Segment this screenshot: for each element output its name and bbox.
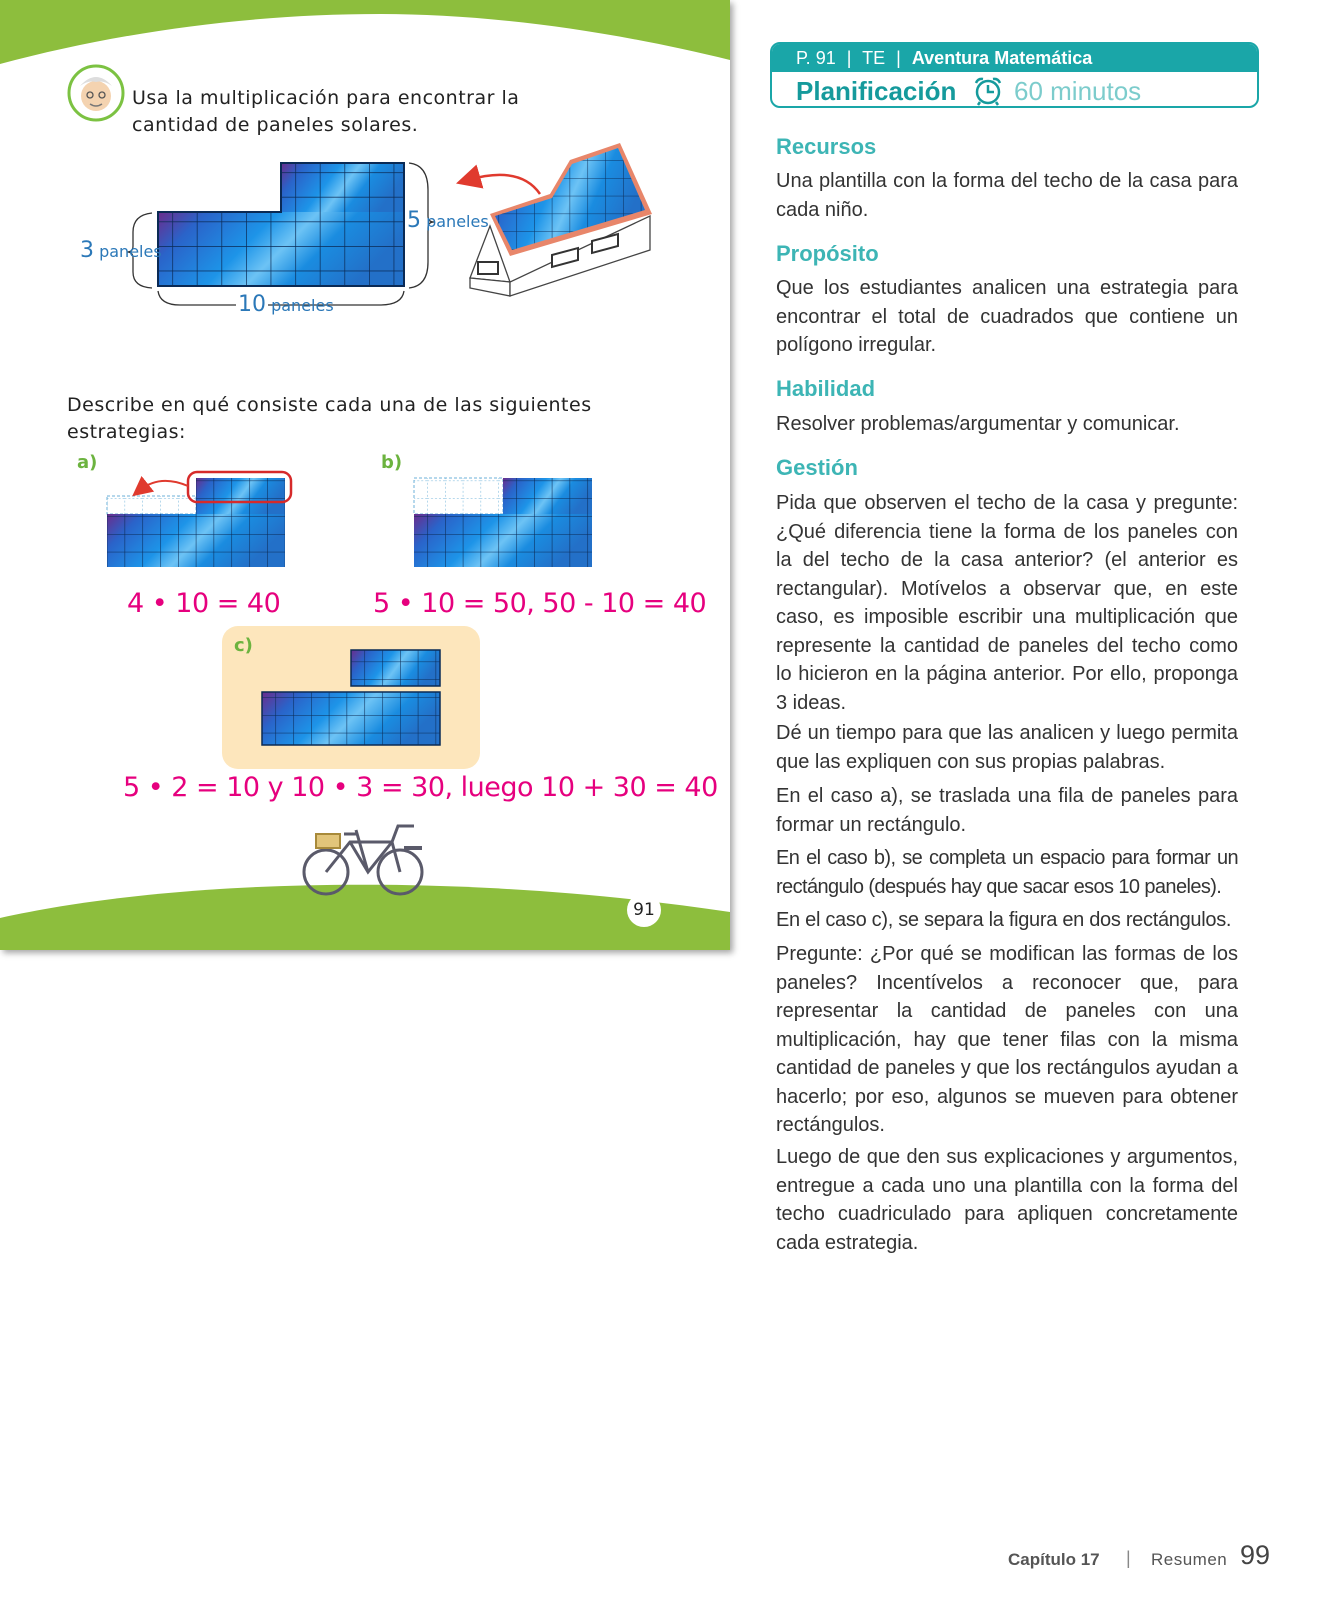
top-grass-band: [0, 0, 730, 64]
planning-header: [770, 42, 1259, 108]
gestion-paragraph-7: Luego de que den sus explicaciones y argumentos, entregue a cada uno una plantilla con la forma del techo cuadriculado para apliquen concretamente cada estrategia.: [776, 1146, 1238, 1254]
bottom-grass-band: [0, 885, 730, 950]
describe-prompt: Describe en qué consiste cada una de las siguientes estrategias:: [67, 394, 592, 443]
header-bar: P. 91 | TE | Aventura Matemática: [772, 44, 1257, 72]
strategy-a-graphic: [107, 472, 291, 567]
strategy-a-equation: 4 • 10 = 40: [127, 588, 281, 619]
strategy-b-graphic: [414, 478, 592, 567]
strategy-c-box: [222, 626, 480, 769]
gestion-paragraph-4: En el caso b), se completa un espacio para formar un rectángulo (después hay que sacar esos 10 paneles).: [776, 847, 1238, 898]
gestion-paragraph-6: Pregunte: ¿Por qué se modifican las formas de los paneles? Incentívelos a reconocer que, para representar la cantidad de paneles con una multiplicación, hay que tener filas con la misma cantidad de paneles y que los rectángulos ayudan a hacerlo; por eso, algunos se mueven para obtener rectángulos.: [776, 943, 1238, 1136]
instruction-text: Usa la multiplicación para encontrar la cantidad de paneles solares.: [132, 87, 520, 136]
label-10-paneles: 10 paneles: [238, 292, 334, 317]
professor-avatar: [69, 66, 123, 120]
gestion-paragraph-5: En el caso c), se separa la figura en dos rectángulos.: [776, 909, 1232, 931]
footer-page-number: 99: [1240, 1540, 1271, 1570]
footer-chapter: Capítulo 17: [1008, 1550, 1100, 1569]
edition: TE: [862, 48, 886, 68]
solar-panel-figure: [127, 163, 434, 305]
label-5-paneles: 5 paneles: [407, 208, 489, 233]
gestion-paragraph-3: En el caso a), se traslada una fila de paneles para formar un rectángulo.: [776, 785, 1238, 836]
student-page-number: 91: [627, 893, 661, 927]
section-title-recursos: Recursos: [776, 134, 877, 159]
section-title-gestion: Gestión: [776, 455, 858, 480]
label-3-paneles: 3 paneles: [80, 238, 162, 263]
unit-name: Aventura Matemática: [911, 48, 1093, 68]
section-title-habilidad: Habilidad: [776, 376, 876, 401]
footer-section: Resumen: [1151, 1550, 1228, 1569]
bicycle-illustration: [304, 826, 422, 894]
duration: 60 minutos: [1014, 76, 1142, 106]
strategy-b-letter: b): [381, 452, 403, 473]
strategy-c-letter: c): [234, 635, 253, 656]
strategy-c-equation: 5 • 2 = 10 y 10 • 3 = 30, luego 10 + 30 = 40: [123, 772, 718, 803]
alarm-clock-icon: [972, 76, 1004, 106]
page-background-art: [0, 0, 730, 950]
habilidad-text: Resolver problemas/argumentar y comunicar.: [776, 413, 1180, 435]
section-title-proposito: Propósito: [776, 241, 879, 266]
gestion-paragraph-2: Dé un tiempo para que las analicen y luego permita que las expliquen con sus propias palabras.: [776, 722, 1238, 773]
strategy-a-letter: a): [77, 452, 98, 473]
planning-title: Planificación: [796, 76, 957, 106]
proposito-text: Que los estudiantes analicen una estrategia para encontrar el total de cuadrados que contiene un polígono irregular.: [776, 277, 1238, 356]
house-illustration: [468, 143, 652, 296]
student-page: [0, 0, 730, 950]
recursos-text: Una plantilla con la forma del techo de la casa para cada niño.: [776, 170, 1238, 221]
strategy-c-graphic: [222, 626, 480, 769]
page-ref: P. 91: [796, 48, 836, 68]
strategy-b-equation: 5 • 10 = 50, 50 - 10 = 40: [373, 588, 707, 619]
footer-separator: |: [1126, 1548, 1131, 1568]
gestion-paragraph-1: Pida que observen el techo de la casa y pregunte: ¿Qué diferencia tiene la forma de los paneles con la del techo de la casa anterior? (el anterior es rectangular). Motívelos a observar que, en este caso, es imposible escribir una multiplicación que represente la cantidad de paneles del techo como lo hicieron en la página anterior. Por ello, proponga 3 ideas.: [776, 492, 1238, 714]
